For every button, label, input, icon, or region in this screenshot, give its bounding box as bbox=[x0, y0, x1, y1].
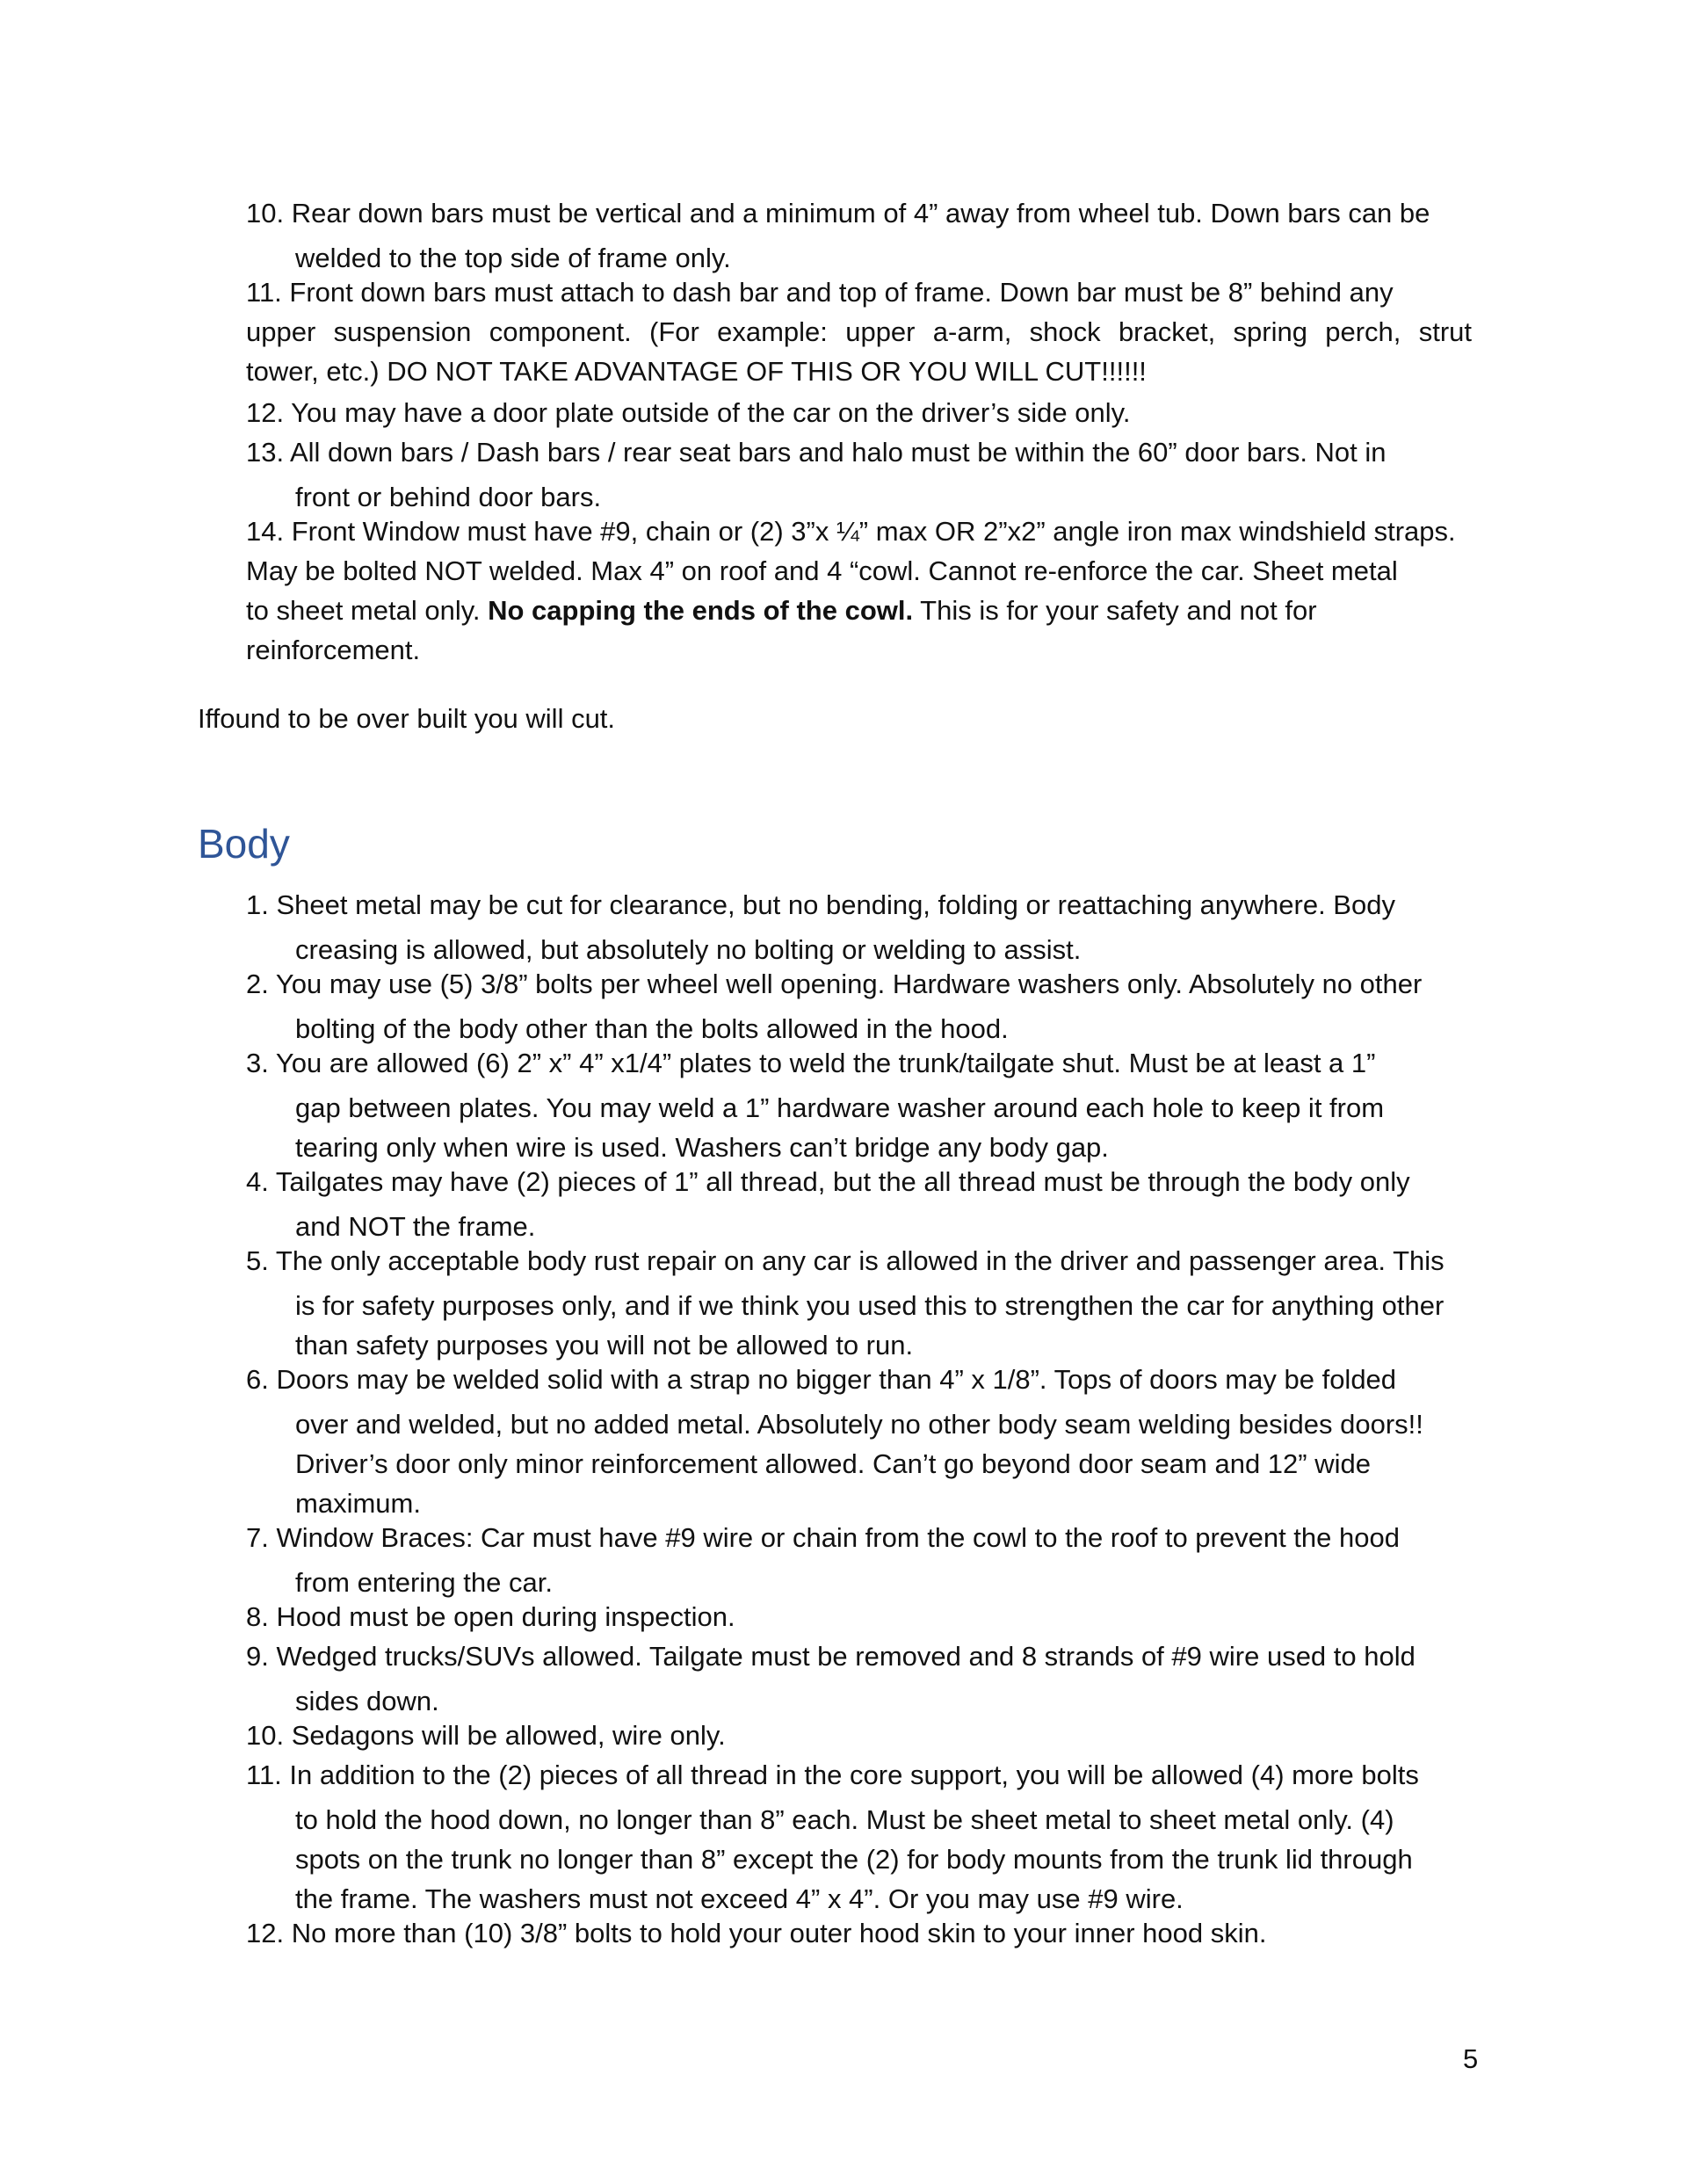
list-item: 5. The only acceptable body rust repair on any car is allowed in the driver and passenger area. This is for safety purposes only, and if we think you used this to strengthen the car for anything other than safety purposes you will not be allowed to run. bbox=[246, 1245, 1444, 1360]
section-heading-body: Body bbox=[198, 821, 290, 867]
list-item: 4. Tailgates may have (2) pieces of 1” all thread, but the all thread must be through the body only and NOT the frame. bbox=[246, 1166, 1410, 1242]
list-item: 3. You are allowed (6) 2” x” 4” x1/4” plates to weld the trunk/tailgate shut. Must be at least a 1” gap between plates. You may weld a 1” hardware washer around each hole to keep it from tearing only when wire is used. Washers can’t bridge any body gap. bbox=[246, 1048, 1385, 1163]
list-item: 10. Rear down bars must be vertical and a minimum of 4” away from wheel tub. Down bars can be welded to the top side of frame only. bbox=[246, 198, 1430, 273]
list-item: 11. In addition to the (2) pieces of all thread in the core support, you will be allowed (4) more bolts to hold the hood down, no longer than 8” each. Must be sheet metal to sheet metal only. (4) spots on the trunk no longer than 8” except the (2) for body mounts from the trunk lid through the frame. The washers must not exceed 4” x 4”. Or you may use #9 wire. bbox=[246, 1760, 1419, 1914]
list-item: 2. You may use (5) 3/8” bolts per wheel well opening. Hardware washers only. Absolutely no other bolting of the body other than the bolts allowed in the hood. bbox=[246, 969, 1423, 1044]
list-item: 10. Sedagons will be allowed, wire only. bbox=[246, 1720, 726, 1751]
over-built-note: Iffound to be over built you will cut. bbox=[198, 703, 616, 734]
list-item: 14. Front Window must have #9, chain or (2) 3”x ¼” max OR 2”x2” angle iron max windshield straps. May be bolted NOT welded. Max 4” on roof and 4 “cowl. Cannot re-enforce the car. Sheet metal to sheet metal only. No capping the ends of the cowl. This is for your safety and not for reinforcement. bbox=[246, 516, 1456, 665]
page-number: 5 bbox=[1463, 2043, 1479, 2074]
frame-rules-list bbox=[246, 193, 1511, 670]
list-item: 7. Window Braces: Car must have #9 wire or chain from the cowl to the roof to prevent the hood from entering the car. bbox=[246, 1522, 1400, 1598]
list-item: 6. Doors may be welded solid with a strap no bigger than 4” x 1/8”. Tops of doors may be folded over and welded, but no added metal. Absolutely no other body seam welding besides doors!! Driver’s door only minor reinforcement allowed. Can’t go beyond door seam and 12” wide maximum. bbox=[246, 1364, 1423, 1519]
list-item: 12. No more than (10) 3/8” bolts to hold your outer hood skin to your inner hood skin. bbox=[246, 1918, 1267, 1948]
list-item: 1. Sheet metal may be cut for clearance, but no bending, folding or reattaching anywhere. Body creasing is allowed, but absolutely no bolting or welding to assist. bbox=[246, 889, 1395, 965]
list-item: 8. Hood must be open during inspection. bbox=[246, 1601, 735, 1632]
body-rules-list bbox=[246, 885, 1511, 1953]
list-item: 9. Wedged trucks/SUVs allowed. Tailgate must be removed and 8 strands of #9 wire used to hold sides down. bbox=[246, 1641, 1415, 1716]
list-item: 11. Front down bars must attach to dash bar and top of frame. Down bar must be 8” behind any upper suspension component. (For example: upper a-arm, shock bracket, spring perch, strut tower, etc.) DO NOT TAKE ADVANTAGE OF THIS OR YOU WILL CUT!!!!!! bbox=[246, 277, 1472, 387]
list-item: 13. All down bars / Dash bars / rear seat bars and halo must be within the 60” door bars. Not in front or behind door bars. bbox=[246, 437, 1387, 512]
list-item: 12. You may have a door plate outside of the car on the driver’s side only. bbox=[246, 397, 1131, 428]
